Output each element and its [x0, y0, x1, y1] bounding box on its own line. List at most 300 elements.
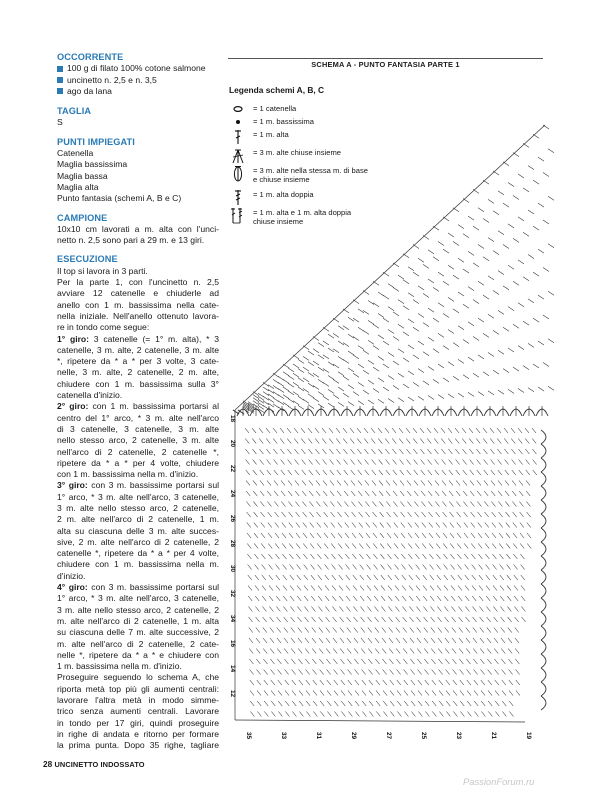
stitch-mark [249, 659, 253, 664]
stitch-mark [493, 290, 499, 294]
stitch-mark [423, 381, 429, 385]
bullet-square-icon [57, 88, 63, 94]
stitch-mark [306, 670, 310, 675]
stitch-mark [383, 691, 387, 696]
stitch-mark [260, 481, 264, 486]
stitch-mark [294, 439, 298, 444]
stitch-mark [340, 628, 344, 633]
stitch-mark [508, 389, 514, 393]
stitch-mark [371, 449, 375, 454]
esecuzione-body [57, 266, 219, 752]
stitch-mark [445, 638, 449, 643]
stitch-mark [513, 195, 519, 199]
stitch-mark [438, 628, 442, 633]
stitch-mark [382, 628, 386, 633]
stitch-mark [361, 628, 365, 633]
stitch-mark [463, 491, 467, 496]
stitch-mark [383, 387, 389, 391]
stitch-mark [431, 649, 435, 654]
stitch-mark [339, 586, 343, 591]
stitch-mark [493, 251, 499, 255]
stitch-mark [477, 502, 481, 507]
stitch-mark [501, 628, 505, 633]
stitch-mark [248, 575, 252, 580]
stitch-mark [247, 523, 251, 528]
stitch-mark [319, 659, 323, 664]
stitch-mark [338, 554, 342, 559]
stitch-mark [392, 449, 396, 454]
stitch-mark [278, 401, 284, 405]
stitch-mark [439, 691, 443, 696]
stitch-mark [438, 649, 442, 654]
stitch-mark [293, 364, 299, 368]
stitch-mark [245, 428, 249, 433]
stitch-mark [442, 491, 446, 496]
stitch-mark [331, 533, 335, 538]
stitch-mark [358, 470, 362, 475]
stitch-mark [527, 533, 531, 538]
stitch-mark [398, 324, 404, 328]
stitch-mark [330, 470, 334, 475]
stitch-mark [404, 712, 408, 717]
stitch-mark [381, 586, 385, 591]
stitch-mark [434, 449, 438, 454]
stitch-mark [392, 439, 396, 444]
stitch-mark [453, 275, 459, 279]
stitch-mark [473, 659, 477, 664]
stitch-mark [427, 428, 431, 433]
stitch-mark [515, 659, 519, 664]
stitch-mark [246, 481, 250, 486]
stitch-mark [480, 649, 484, 654]
stitch-mark [446, 670, 450, 675]
stitch-mark [288, 399, 294, 403]
stitch-mark [324, 533, 328, 538]
text-line: Per la parte 1, con l'uncinetto n. 2,5 [57, 277, 219, 288]
stitch-mark [339, 565, 343, 570]
stitch-mark [498, 502, 502, 507]
stitch-mark [396, 628, 400, 633]
stitch-mark [480, 628, 484, 633]
stitch-mark [346, 607, 350, 612]
stitch-mark [278, 680, 282, 685]
stitch-mark [306, 701, 310, 706]
stitch-mark [411, 680, 415, 685]
stitch-mark [402, 607, 406, 612]
legend-title: Legenda schemi A, B, C [229, 85, 325, 95]
stitch-mark [389, 617, 393, 622]
stitch-mark [388, 284, 394, 288]
stitch-mark [328, 403, 334, 407]
stitch-mark [464, 512, 468, 517]
stitch-mark [433, 349, 439, 353]
stitch-mark [322, 449, 326, 454]
stitch-mark [414, 491, 418, 496]
stitch-mark [268, 389, 274, 393]
stitch-mark [327, 691, 331, 696]
stitch-mark [295, 470, 299, 475]
stitch-mark [302, 502, 306, 507]
stitch-mark [432, 701, 436, 706]
stitch-mark [368, 300, 374, 304]
stitch-mark [458, 575, 462, 580]
stitch-mark [373, 523, 377, 528]
stitch-mark [309, 470, 313, 475]
stitch-mark [533, 364, 539, 368]
stitch-mark [488, 276, 494, 280]
stitch-mark [459, 617, 463, 622]
stitch-mark [275, 523, 279, 528]
stitch-mark [304, 607, 308, 612]
edge-scallop [541, 570, 546, 584]
stitch-mark [313, 349, 319, 353]
stitch-mark [367, 586, 371, 591]
stitch-mark [446, 691, 450, 696]
stitch-mark [337, 491, 341, 496]
stitch-mark [410, 638, 414, 643]
stitch-mark [410, 659, 414, 664]
stitch-mark [506, 512, 510, 517]
stitch-mark [422, 554, 426, 559]
stitch-mark [398, 373, 404, 377]
stitch-mark [479, 586, 483, 591]
stitch-mark [369, 680, 373, 685]
stitch-mark [375, 649, 379, 654]
stitch-mark [257, 712, 261, 717]
stitch-mark [295, 502, 299, 507]
stitch-mark [348, 317, 354, 321]
stitch-mark [364, 428, 368, 433]
stitch-mark [311, 575, 315, 580]
legend-item: = 3 m. alte nella stessa m. di base e chiuse insieme [229, 166, 368, 184]
text-line: catenelle *, ripetere da * a * per 4 volte, [57, 548, 219, 559]
stitch-mark [303, 367, 309, 371]
stitch-mark [472, 596, 476, 601]
stitch-mark [518, 303, 524, 307]
stitch-mark [348, 670, 352, 675]
stitch-item: Punto fantasia (schemi A, B e C) [57, 193, 182, 204]
stitch-mark [415, 554, 419, 559]
stitch-mark [508, 265, 514, 269]
stitch-mark [281, 470, 285, 475]
stitch-mark [276, 607, 280, 612]
stitch-mark [285, 691, 289, 696]
giro-line: 4° giro: con 3 m. bassissime portarsi sul [57, 582, 219, 593]
stitch-mark [413, 355, 419, 359]
row-number-label: 16 [229, 640, 236, 648]
stitch-mark [418, 258, 424, 262]
stitch-mark [389, 638, 393, 643]
stitch-mark [284, 659, 288, 664]
stitch-mark [373, 346, 379, 350]
giro-line: 3° giro: con 3 m. bassissime portarsi sul [57, 480, 219, 491]
stitch-mark [435, 491, 439, 496]
stitch-mark [252, 449, 256, 454]
stitch-mark [346, 575, 350, 580]
stitch-mark [456, 470, 460, 475]
stitch-mark [418, 396, 424, 400]
stitch-mark [280, 428, 284, 433]
stitch-mark [303, 399, 309, 403]
stitch-mark [507, 565, 511, 570]
text-line: ripetere da * a * per 4 volte, chiudere [57, 457, 219, 468]
stitch-mark [451, 586, 455, 591]
stitch-mark [359, 523, 363, 528]
stitch-mark [415, 512, 419, 517]
stitch-mark [495, 691, 499, 696]
stitch-mark [505, 502, 509, 507]
stitch-mark [338, 326, 344, 330]
stitch-mark [260, 502, 264, 507]
stitch-mark [341, 670, 345, 675]
stitch-mark [331, 512, 335, 517]
stitch-mark [316, 470, 320, 475]
stitch-mark [408, 267, 414, 271]
stitch-mark [312, 628, 316, 633]
stitch-mark [518, 346, 524, 350]
stitch-mark [318, 575, 322, 580]
text-line: 1 m. bassissima nella m. d'inizio. [57, 661, 182, 672]
stitch-mark [407, 502, 411, 507]
stitch-mark [408, 533, 412, 538]
stitch-mark [353, 607, 357, 612]
stitch-mark [355, 691, 359, 696]
stitch-mark [247, 554, 251, 559]
stitch-mark [343, 449, 347, 454]
stitch-mark [409, 586, 413, 591]
stitch-mark [375, 659, 379, 664]
stitch-mark [429, 523, 433, 528]
stitch-mark [325, 565, 329, 570]
row-number-label: 35 [245, 732, 252, 740]
stitch-mark [509, 712, 513, 717]
stitch-mark [520, 533, 524, 538]
stitch-mark [491, 460, 495, 465]
stitch-mark [526, 491, 530, 496]
stitch-mark [313, 680, 317, 685]
stitch-mark [354, 617, 358, 622]
stitch-mark [398, 275, 404, 279]
stitch-mark [338, 387, 344, 391]
stitch-mark [289, 523, 293, 528]
stitch-mark [372, 481, 376, 486]
stitch-mark [323, 470, 327, 475]
stitch-mark [397, 691, 401, 696]
stitch-mark [448, 449, 452, 454]
stitch-mark [332, 565, 336, 570]
stitch-mark [246, 491, 250, 496]
stitch-mark [453, 712, 457, 717]
stitch-mark [500, 565, 504, 570]
stitch-mark [288, 502, 292, 507]
stitch-mark [463, 269, 469, 273]
stitch-mark [486, 607, 490, 612]
stitch-mark [523, 277, 529, 281]
stitch-mark [344, 470, 348, 475]
stitch-mark [338, 372, 344, 376]
stitch-mark [468, 287, 474, 291]
stitch-mark [362, 701, 366, 706]
stitch-mark [403, 617, 407, 622]
stitch-mark [404, 670, 408, 675]
stitch-mark [445, 659, 449, 664]
stitch-mark [262, 596, 266, 601]
stitch-mark [428, 491, 432, 496]
stitch-mark [471, 533, 475, 538]
stitch-mark [436, 533, 440, 538]
stitch-mark [351, 460, 355, 465]
stitch-mark [282, 523, 286, 528]
stitch-mark [459, 659, 463, 664]
stitch-mark [481, 670, 485, 675]
materials-item: ago da lana [57, 86, 219, 97]
stitch-mark [495, 712, 499, 717]
stitch-mark [312, 659, 316, 664]
stitch-mark [427, 439, 431, 444]
stitch-mark [333, 617, 337, 622]
stitch-mark [423, 352, 429, 356]
stitch-mark [418, 313, 424, 317]
stitch-mark [408, 371, 414, 375]
stitch-mark [372, 502, 376, 507]
stitch-mark [469, 449, 473, 454]
stitch-mark [472, 607, 476, 612]
stitch-mark [333, 638, 337, 643]
stitch-mark [305, 659, 309, 664]
stitch-mark [494, 649, 498, 654]
stitch-mark [387, 544, 391, 549]
occorrente-heading: OCCORRENTE [57, 52, 124, 62]
materials-item: uncinetto n. 2,5 e n. 3,5 [57, 75, 219, 86]
text-line: 3 m. alte nello stesso arco, 2 catenelle, 2 [57, 604, 219, 615]
stitch-mark [353, 392, 359, 396]
stitch-mark [323, 369, 329, 373]
stitch-mark [521, 607, 525, 612]
stitch-mark [457, 544, 461, 549]
stitch-mark [488, 314, 494, 318]
stitch-mark [378, 335, 384, 339]
stitch-mark [366, 554, 370, 559]
stitch-mark [446, 680, 450, 685]
stitch-mark [386, 460, 390, 465]
stitch-mark [362, 670, 366, 675]
row-number-label: 32 [229, 590, 236, 598]
stitch-mark [525, 428, 529, 433]
stitch-mark [521, 586, 525, 591]
stitch-mark [463, 481, 467, 486]
stitch-mark [407, 460, 411, 465]
stitch-mark [388, 330, 394, 334]
stitch-mark [376, 712, 380, 717]
stitch-mark [521, 565, 525, 570]
stitch-mark [343, 439, 347, 444]
stitch-mark [413, 449, 417, 454]
stitch-mark [246, 470, 250, 475]
stitch-mark [263, 401, 269, 405]
stitch-mark [293, 373, 299, 377]
stitch-mark [409, 575, 413, 580]
legend-item: = 1 m. alta [229, 130, 289, 146]
stitch-mark [324, 512, 328, 517]
stitch-mark [271, 670, 275, 675]
stitch-mark [393, 385, 399, 389]
stitch-mark [367, 607, 371, 612]
stitch-mark [358, 502, 362, 507]
stitch-mark [439, 701, 443, 706]
stitch-mark [424, 617, 428, 622]
stitch-mark [538, 341, 544, 345]
stitch-mark [333, 349, 339, 353]
stitch-mark [260, 470, 264, 475]
stitch-mark [348, 334, 354, 338]
stitch-mark [298, 638, 302, 643]
stitch-mark [308, 362, 314, 366]
stitch-mark [527, 512, 531, 517]
stitch-mark [548, 386, 554, 390]
stitch-mark [508, 307, 514, 311]
stitch-mark [380, 512, 384, 517]
stitch-mark [317, 523, 321, 528]
stitch-mark [526, 460, 530, 465]
stitch-mark [290, 565, 294, 570]
stitch-mark [526, 502, 530, 507]
stitch-mark [255, 586, 259, 591]
stitch-mark [455, 428, 459, 433]
punti-heading: PUNTI IMPIEGATI [57, 136, 135, 147]
stitch-mark [446, 701, 450, 706]
stitch-mark [466, 638, 470, 643]
stitch-mark [302, 470, 306, 475]
stitch-mark [504, 439, 508, 444]
chart-border [235, 720, 525, 722]
stitch-mark [313, 701, 317, 706]
stitch-mark [480, 638, 484, 643]
stitch-mark [359, 544, 363, 549]
stitch-mark [253, 481, 257, 486]
stitch-mark [271, 701, 275, 706]
stitch-mark [429, 512, 433, 517]
stitch-mark [318, 355, 324, 359]
stitch-mark [470, 491, 474, 496]
stitch-mark [311, 607, 315, 612]
stitch-mark [274, 502, 278, 507]
stitch-mark [507, 596, 511, 601]
stitch-mark [424, 638, 428, 643]
stitch-mark [437, 607, 441, 612]
text-line: nelle *, ripetere da * a * e chiudere con [57, 649, 219, 660]
stitch-mark [406, 428, 410, 433]
stitch-mark [378, 399, 384, 403]
stitch-mark [255, 575, 259, 580]
stitch-mark [319, 649, 323, 654]
stitch-mark [511, 449, 515, 454]
stitch-mark [246, 460, 250, 465]
stitch-mark [411, 670, 415, 675]
stitch-mark [284, 628, 288, 633]
stitch-mark [438, 272, 444, 276]
stitch-mark [428, 366, 434, 370]
stitch-mark [368, 649, 372, 654]
stitch-mark [283, 596, 287, 601]
stitch-mark [410, 628, 414, 633]
stitch-mark [498, 390, 504, 394]
stitch-mark [509, 691, 513, 696]
stitch-mark [401, 533, 405, 538]
stitch-mark [309, 481, 313, 486]
stitch-mark [263, 392, 269, 396]
stitch-mark [345, 533, 349, 538]
stitch-mark [414, 502, 418, 507]
